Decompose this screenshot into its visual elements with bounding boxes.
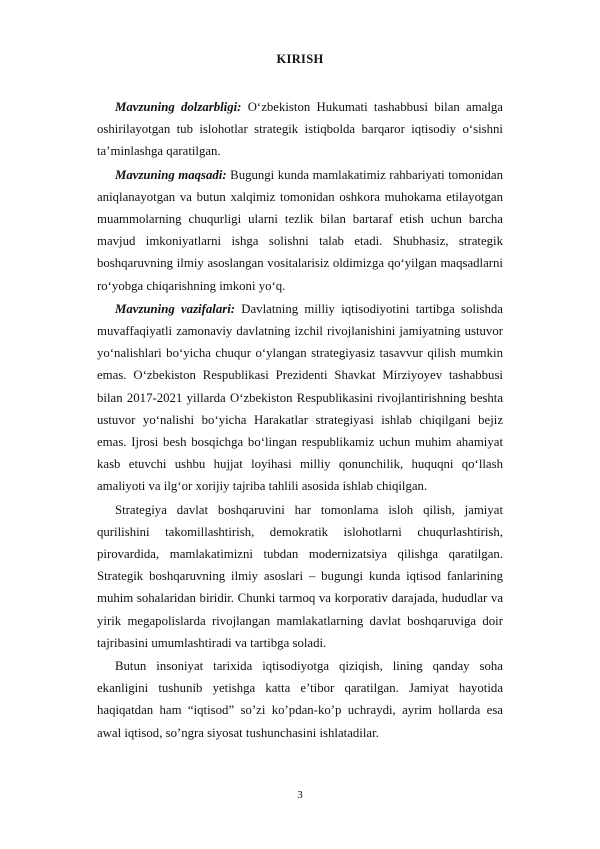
paragraph-text: Davlatning milliy iqtisodiyotini tartibga solishda muvaffaqiyatli zamonaviy davlatning izchil rivojlanishini jamiyatning ustuvor yo‘nalishlari bo‘yicha chuqur o‘ylangan strategiyasiz tasavvur qilish mumkin emas. O‘zbekiston Respublikasi Prezidenti Shavkat Mirziyoyev tashabbusi bilan 2017-2021 yillarda O‘zbekiston Respublikasini rivojlantirishning beshta ustuvor yo‘nalishi bo‘yicha Harakatlar strategiyasi ishlab chiqilgani bejiz emas. Ijrosi besh bosqichga bo‘lingan respublikamiz uchun muhim ahamiyat kasb etuvchi ushbu hujjat loyihasi milliy qonunchilik, huquqni qo‘llash amaliyoti va ilg‘or xorijiy tajriba tahlili asosida ishlab chiqilgan. <box>97 301 503 494</box>
paragraph-text: Butun insoniyat tarixida iqtisodiyotga qiziqish, lining qanday soha ekanligini tushunib yetishga katta e’tibor qaratilgan. Jamiyat hayotida haqiqatdan ham “iqtisod” so’zi ko’pdan-ko’p uchraydi, ayrim hollarda esa awal iqtisod, so’ngra siyosat tushunchasini ishlatadilar. <box>97 659 503 740</box>
paragraph-lead: Mavzuning vazifalari: <box>115 301 236 316</box>
paragraph-tasks <box>97 298 503 498</box>
paragraph-relevance <box>97 96 503 163</box>
paragraph-text: O‘zbekiston Hukumati tashabbusi bilan amalga oshirilayotgan tub islohotlar strategik istiqbolda barqaror iqtisodiy o‘sishni ta’minlashga qaratilgan. <box>97 100 503 159</box>
paragraph-goal <box>97 164 503 297</box>
paragraph-strategy <box>97 499 503 654</box>
paragraph-text: Strategiya davlat boshqaruvini har tomonlama isloh qilish, jamiyat qurilishini takomillashtirish, demokratik islohotlarni chuqurlashtirish, pirovardida, mamlakatimizni tubdan modernizatsiya qilishga qaratilgan. Strategik boshqaruvning ilmiy asoslari – bugungi kunda iqtisod fanlarining muhim sohalaridan biridir. Chunki tarmoq va korporativ darajada, hududlar va yirik megapolislarda rivojlangan mamlakatlarning davlat boshqaruviga doir tajribasini umumlashtiradi va tartibga soladi. <box>97 502 503 650</box>
paragraph-lead: Mavzuning dolzarbligi: <box>115 100 242 114</box>
page-title: KIRISH <box>276 52 324 66</box>
paragraph-text: Bugungi kunda mamlakatimiz rahbariyati tomonidan aniqlanayotgan va butun xalqimiz tomonidan oshkora muhokama etilayotgan muammolarning chuqurligi ularni tezlik bilan bartaraf etish uchun barcha mavjud imkoniyatlarni ishga solishni talab etadi. Shubhasiz, strategik boshqaruvning ilmiy asoslangan vositalarisiz oldimizga qo‘yilgan maqsadlarni ro‘yobga chiqarishning imkoni yo‘q. <box>97 167 503 293</box>
paragraph-history <box>97 655 503 744</box>
paragraph-lead: Mavzuning maqsadi: <box>115 167 227 182</box>
page-number: 3 <box>297 789 303 801</box>
document-body <box>97 96 503 744</box>
